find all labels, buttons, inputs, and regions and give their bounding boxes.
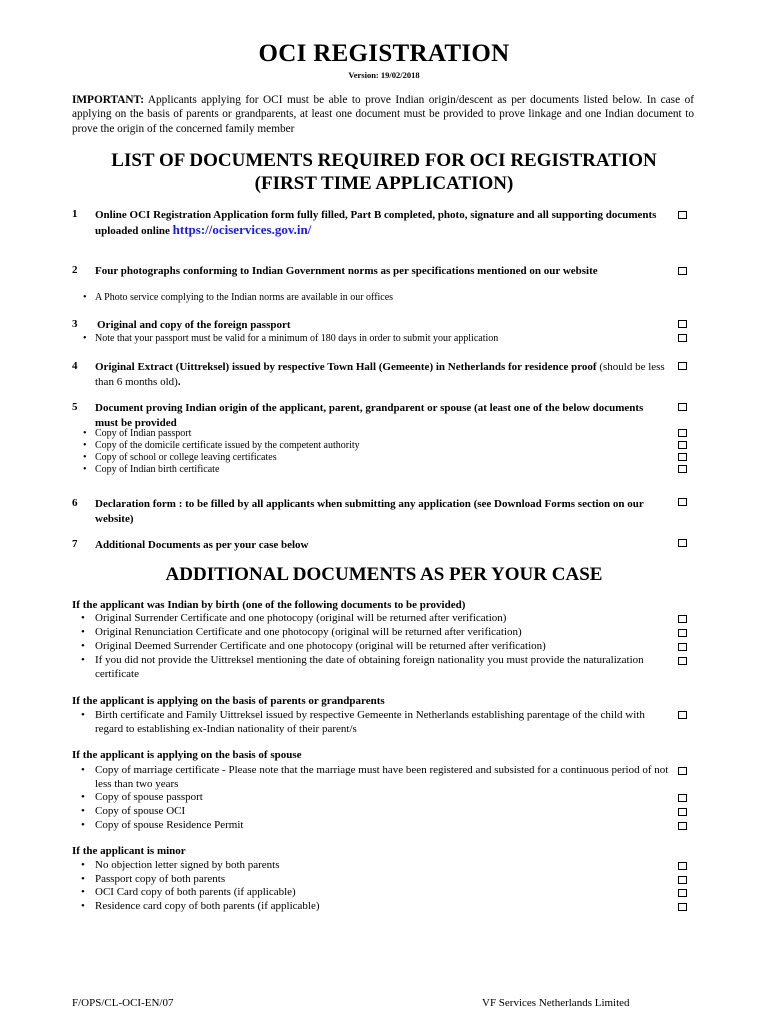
checkbox[interactable] — [678, 862, 687, 870]
list-item: • Copy of spouse OCI — [81, 805, 671, 819]
bullet-text: Copy of spouse Residence Permit — [95, 819, 244, 831]
sub-item-text: Copy of the domicile certificate issued by the competent authority — [95, 440, 360, 451]
checkbox[interactable] — [678, 465, 687, 473]
list-item: • Copy of spouse Residence Permit — [81, 819, 671, 833]
checkbox[interactable] — [678, 267, 687, 275]
item-7-text: Additional Documents as per your case below — [95, 539, 309, 551]
bullet-text: Original Renunciation Certificate and one photocopy (original will be returned after verification) — [95, 626, 522, 638]
checkbox[interactable] — [678, 767, 687, 775]
list-item: • Residence card copy of both parents (if applicable) — [81, 900, 671, 914]
checkbox[interactable] — [678, 629, 687, 637]
checkbox[interactable] — [678, 403, 687, 411]
list-item: • Copy of school or college leaving certificates — [83, 452, 277, 463]
item-1-label: Online OCI Registration Application form fully filled, Part B completed, photo, signature and all supporting documents uploaded online — [95, 209, 657, 237]
item-4-bold: Original Extract (Uittreksel) issued by respective Town Hall (Gemeente) in Netherlands for residence proof — [95, 361, 597, 373]
bullet-text: Copy of spouse OCI — [95, 805, 186, 817]
item-2-text: Four photographs conforming to Indian Government norms as per specifications mentioned on our website — [95, 265, 598, 277]
item-4-text — [95, 360, 665, 389]
group-title: If the applicant is applying on the basis of spouse — [72, 749, 302, 761]
sub-item-text: Copy of Indian birth certificate — [95, 464, 220, 475]
list-item: • Birth certificate and Family Uittreksel issued by respective Gemeente in Netherlands establishing parentage of the child with regard to establishing ex-Indian nationality of their parent/s — [81, 709, 671, 736]
bullet-text: Residence card copy of both parents (if applicable) — [95, 900, 320, 912]
list-item: • If you did not provide the Uittreksel mentioning the date of obtaining foreign nationality you must provide the naturalization certificate — [81, 654, 671, 681]
item-number: 7 — [72, 538, 78, 550]
list-item: • Copy of the domicile certificate issued by the competent authority — [83, 440, 360, 451]
checkbox[interactable] — [678, 498, 687, 506]
group-title: If the applicant was Indian by birth (one of the following documents to be provided) — [72, 599, 466, 611]
item-6-text: Declaration form : to be filled by all applicants when submitting any application (see Download Forms section on our website) — [95, 498, 644, 525]
footer-company: VF Services Netherlands Limited — [482, 997, 630, 1009]
group-title: If the applicant is applying on the basis of parents or grandparents — [72, 695, 385, 707]
item-number: 1 — [72, 208, 78, 220]
checkbox[interactable] — [678, 429, 687, 437]
page-title: OCI REGISTRATION — [258, 40, 510, 67]
bullet-text: Copy of spouse passport — [95, 791, 203, 803]
item-3-text: Original and copy of the foreign passport — [97, 319, 291, 331]
bullet-text: No objection letter signed by both parents — [95, 859, 280, 871]
list-item: • Original Surrender Certificate and one photocopy (original will be returned after verification) — [81, 612, 671, 626]
checkbox[interactable] — [678, 657, 687, 665]
important-label: IMPORTANT: — [72, 94, 144, 106]
checkbox[interactable] — [678, 711, 687, 719]
list-item: • Original Deemed Surrender Certificate and one photocopy (original will be returned after verification) — [81, 640, 671, 654]
list-item: • Copy of marriage certificate - Please note that the marriage must have been registered and subsisted for a continuous period of not less than two years — [81, 764, 671, 791]
item-1-text — [95, 208, 665, 238]
bullet-text: Original Surrender Certificate and one photocopy (original will be returned after verification) — [95, 612, 507, 624]
bullet-text: OCI Card copy of both parents (if applicable) — [95, 886, 296, 898]
sub-item-text: A Photo service complying to the Indian norms are available in our offices — [95, 292, 394, 303]
footer-document-code: F/OPS/CL-OCI-EN/07 — [72, 997, 174, 1009]
checkbox[interactable] — [678, 889, 687, 897]
list-item: • No objection letter signed by both parents — [81, 859, 671, 873]
important-note — [72, 93, 694, 136]
item-4-end: . — [177, 375, 181, 388]
item-number: 5 — [72, 401, 78, 413]
checkbox[interactable] — [678, 794, 687, 802]
version-label: Version: 19/02/2018 — [348, 70, 420, 80]
documents-list-heading-line2: (FIRST TIME APPLICATION) — [254, 173, 514, 194]
item-4-note: (should be less than 6 months old) — [95, 361, 665, 388]
list-item: • Copy of Indian passport — [83, 428, 192, 439]
sub-item-text: Note that your passport must be valid for a minimum of 180 days in order to submit your application — [95, 333, 499, 344]
bullet-text: Original Deemed Surrender Certificate and one photocopy (original will be returned after verification) — [95, 640, 546, 652]
list-item: • Copy of Indian birth certificate — [83, 464, 220, 475]
checkbox[interactable] — [678, 643, 687, 651]
item-number: 3 — [72, 318, 78, 330]
checkbox[interactable] — [678, 441, 687, 449]
list-item: • Copy of spouse passport — [81, 791, 671, 805]
bullet-text: Copy of marriage certificate - Please note that the marriage must have been registered and subsisted for a continuous period of not less than two years — [95, 764, 669, 790]
bullet-text: If you did not provide the Uittreksel mentioning the date of obtaining foreign nationality you must provide the naturalization certificate — [95, 654, 644, 680]
important-text: Applicants applying for OCI must be able to prove Indian origin/descent as per documents listed below. In case of applying on the basis of parents or grandparents, at least one document must be provided to prove linkage and one Indian document to prove the origin of the concerned family member — [72, 94, 694, 135]
checkbox[interactable] — [678, 362, 687, 370]
documents-list-heading-line1: LIST OF DOCUMENTS REQUIRED FOR OCI REGISTRATION — [111, 150, 657, 171]
checkbox[interactable] — [678, 539, 687, 547]
checkbox[interactable] — [678, 453, 687, 461]
checkbox[interactable] — [678, 808, 687, 816]
checkbox[interactable] — [678, 615, 687, 623]
checkbox[interactable] — [678, 320, 687, 328]
checkbox[interactable] — [678, 211, 687, 219]
oci-services-link[interactable]: https://ociservices.gov.in/ — [172, 221, 312, 237]
checkbox[interactable] — [678, 876, 687, 884]
list-item: • Passport copy of both parents — [81, 873, 671, 887]
item-number: 6 — [72, 497, 78, 509]
checkbox[interactable] — [678, 903, 687, 911]
sub-item-text: Copy of school or college leaving certificates — [95, 452, 277, 463]
item-number: 4 — [72, 360, 78, 372]
bullet-text: Birth certificate and Family Uittreksel issued by respective Gemeente in Netherlands establishing parentage of the child with regard to establishing ex-Indian nationality of their parent/s — [95, 709, 645, 735]
list-item: • Note that your passport must be valid for a minimum of 180 days in order to submit your application — [83, 333, 499, 344]
sub-item-text: Copy of Indian passport — [95, 428, 192, 439]
list-item: • Original Renunciation Certificate and one photocopy (original will be returned after verification) — [81, 626, 671, 640]
list-item: • A Photo service complying to the Indian norms are available in our offices — [83, 292, 394, 303]
checkbox[interactable] — [678, 334, 687, 342]
checkbox[interactable] — [678, 822, 687, 830]
bullet-text: Passport copy of both parents — [95, 873, 226, 885]
documents-list-heading — [0, 149, 768, 195]
list-item: • OCI Card copy of both parents (if applicable) — [81, 886, 671, 900]
item-5-text: Document proving Indian origin of the applicant, parent, grandparent or spouse (at least one of the below documents must be provided — [95, 402, 644, 429]
group-title: If the applicant is minor — [72, 845, 186, 857]
item-number: 2 — [72, 264, 78, 276]
additional-documents-heading: ADDITIONAL DOCUMENTS AS PER YOUR CASE — [165, 564, 603, 585]
